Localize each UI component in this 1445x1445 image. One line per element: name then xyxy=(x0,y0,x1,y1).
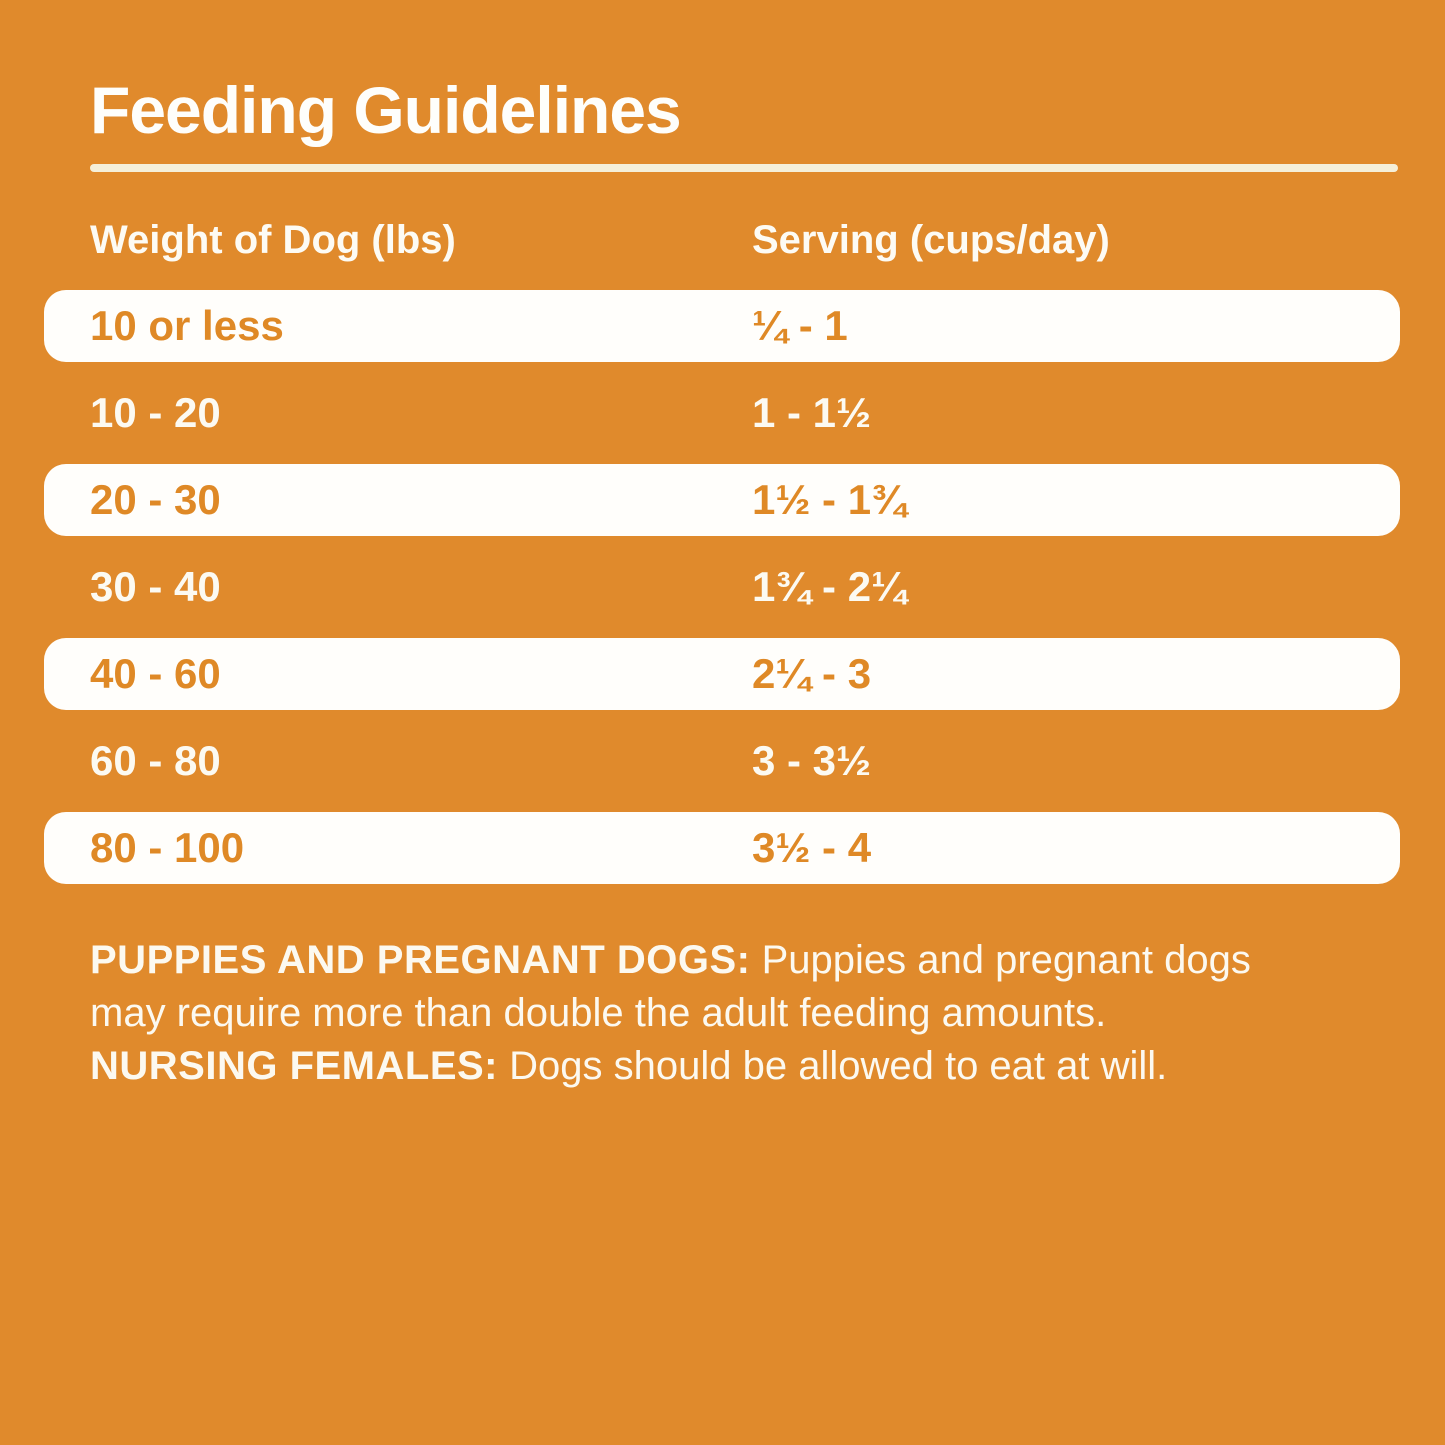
weight-cell: 60 - 80 xyxy=(90,737,221,784)
weight-cell: 20 - 30 xyxy=(90,476,221,523)
serving-cell: 2¼ - 3 xyxy=(752,650,872,697)
table-row xyxy=(44,725,1400,797)
title-divider xyxy=(90,164,1398,172)
weight-cell: 10 - 20 xyxy=(90,389,221,436)
table-row xyxy=(44,551,1400,623)
serving-cell: 1 - 1½ xyxy=(752,389,872,436)
table-row xyxy=(44,464,1400,536)
table-row xyxy=(44,812,1400,884)
feeding-table xyxy=(44,290,1400,899)
table-row xyxy=(44,638,1400,710)
serving-cell: 1½ - 1¾ xyxy=(752,476,907,523)
notes-nursing-text: Dogs should be allowed to eat at will. xyxy=(498,1044,1168,1088)
column-header-serving: Serving (cups/day) xyxy=(752,218,1110,262)
notes-puppies-text: Puppies and pregnant dogs may require more than double the adult feeding amounts. xyxy=(90,938,1251,1035)
page-title: Feeding Guidelines xyxy=(90,73,681,147)
serving-cell: 1¾ - 2¼ xyxy=(752,563,907,610)
table-row xyxy=(44,290,1400,362)
column-header-weight: Weight of Dog (lbs) xyxy=(90,218,456,262)
notes-nursing-heading: NURSING FEMALES: xyxy=(90,1044,498,1088)
table-header-row xyxy=(0,218,1445,262)
weight-cell: 40 - 60 xyxy=(90,650,221,697)
serving-cell: 3 - 3½ xyxy=(752,737,872,784)
feeding-notes xyxy=(90,934,1260,1093)
notes-puppies-heading: PUPPIES AND PREGNANT DOGS: xyxy=(90,938,751,982)
weight-cell: 80 - 100 xyxy=(90,824,245,871)
table-row xyxy=(44,377,1400,449)
weight-cell: 10 or less xyxy=(90,302,284,349)
weight-cell: 30 - 40 xyxy=(90,563,221,610)
serving-cell: ¼ - 1 xyxy=(752,302,848,349)
serving-cell: 3½ - 4 xyxy=(752,824,872,871)
